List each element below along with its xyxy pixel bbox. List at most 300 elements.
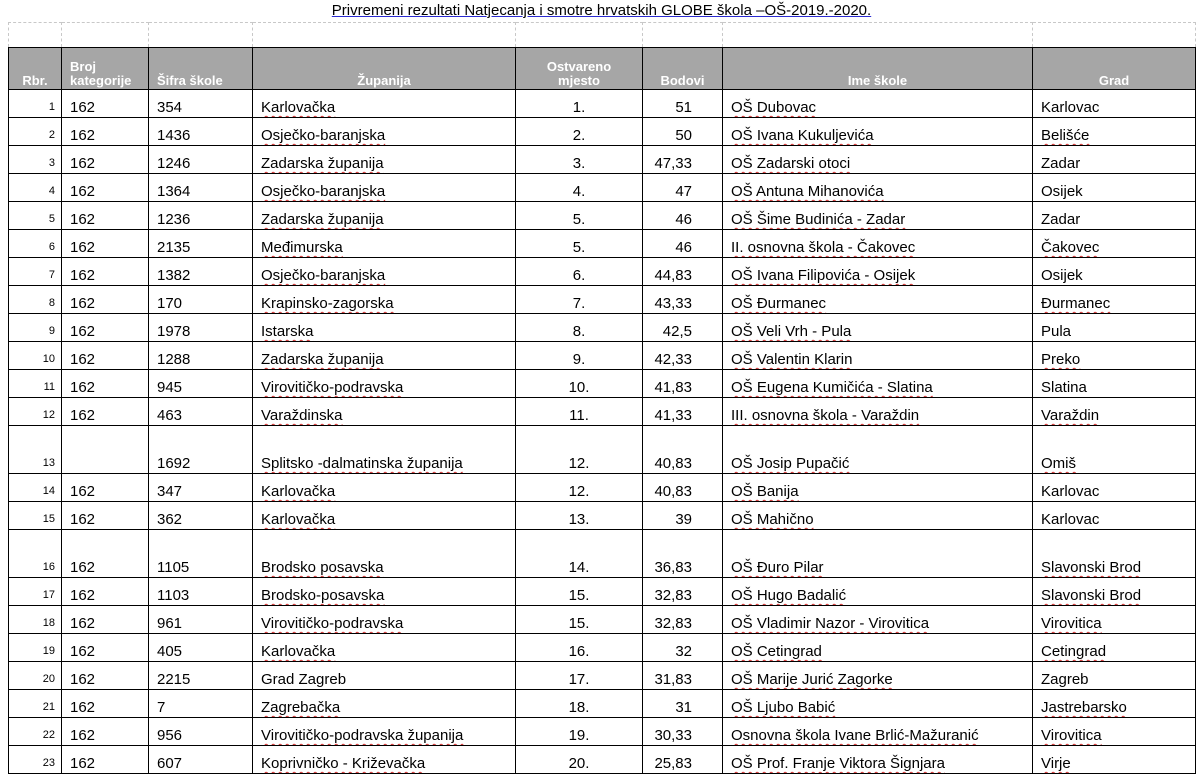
cell-rbr-text: 13	[42, 457, 55, 469]
cell-sifra-skole	[149, 426, 253, 474]
cell-ime-skole-text: OŠ Hugo Badalić	[731, 587, 847, 604]
cell-sifra-skole-text: 1364	[157, 183, 191, 200]
cell-grad	[1033, 146, 1196, 174]
cell-broj-kategorije	[62, 370, 149, 398]
cell-zupanija	[253, 230, 516, 258]
cell-zupanija-text: Koprivničko - Križevačka	[261, 755, 426, 772]
cell-ostvareno-mjesto-text: 4.	[572, 183, 586, 200]
cell-grad	[1033, 690, 1196, 718]
cell-ostvareno-mjesto	[516, 90, 643, 118]
results-body	[9, 90, 1196, 774]
cell-grad-text: Virovitica	[1041, 615, 1102, 632]
cell-grad	[1033, 606, 1196, 634]
cell-sifra-skole	[149, 90, 253, 118]
table-row	[9, 690, 1196, 718]
cell-ime-skole-text: OŠ Ljubo Babić	[731, 699, 836, 716]
cell-rbr-text: 2	[48, 129, 55, 141]
cell-sifra-skole-text: 463	[157, 407, 183, 424]
cell-sifra-skole	[149, 606, 253, 634]
cell-rbr	[9, 606, 62, 634]
cell-ime-skole	[723, 502, 1033, 530]
cell-broj-kategorije	[62, 398, 149, 426]
cell-bodovi-text: 31,83	[654, 671, 692, 688]
cell-ime-skole	[723, 342, 1033, 370]
cell-zupanija	[253, 474, 516, 502]
cell-broj-kategorije	[62, 342, 149, 370]
cell-rbr	[9, 258, 62, 286]
cell-sifra-skole	[149, 718, 253, 746]
cell-zupanija-text: Karlovačka	[261, 643, 336, 660]
cell-ostvareno-mjesto	[516, 474, 643, 502]
cell-ime-skole	[723, 258, 1033, 286]
cell-sifra-skole	[149, 258, 253, 286]
cell-ostvareno-mjesto-text: 12.	[568, 455, 590, 472]
cell-broj-kategorije	[62, 174, 149, 202]
cell-sifra-skole-text: 956	[157, 727, 183, 744]
cell-sifra-skole	[149, 174, 253, 202]
cell-bodovi	[643, 230, 723, 258]
cell-ime-skole-text: OŠ Cetingrad	[731, 643, 822, 660]
cell-bodovi-text: 30,33	[654, 727, 692, 744]
cell-zupanija-text: Brodsko posavska	[261, 559, 384, 576]
cell-grad	[1033, 578, 1196, 606]
cell-bodovi	[643, 530, 723, 578]
cell-ime-skole	[723, 426, 1033, 474]
cell-zupanija-text: Karlovačka	[261, 511, 336, 528]
cell-ostvareno-mjesto-text: 14.	[568, 559, 590, 576]
cell-rbr-text: 16	[42, 561, 55, 573]
cell-broj-kategorije-text: 162	[70, 267, 96, 284]
cell-ostvareno-mjesto	[516, 286, 643, 314]
cell-bodovi-text: 25,83	[654, 755, 692, 772]
cell-sifra-skole	[149, 474, 253, 502]
cell-sifra-skole	[149, 502, 253, 530]
cell-ime-skole	[723, 718, 1033, 746]
cell-grad-text: Zagreb	[1041, 671, 1089, 688]
cell-ostvareno-mjesto-text: 18.	[568, 699, 590, 716]
cell-grad	[1033, 474, 1196, 502]
cell-grad	[1033, 202, 1196, 230]
cell-ime-skole	[723, 90, 1033, 118]
cell-rbr-text: 5	[48, 213, 55, 225]
cell-sifra-skole	[149, 230, 253, 258]
cell-sifra-skole-text: 1236	[157, 211, 191, 228]
cell-zupanija	[253, 314, 516, 342]
cell-rbr-text: 22	[42, 729, 55, 741]
cell-grad-text: Pula	[1041, 323, 1072, 340]
cell-bodovi	[643, 690, 723, 718]
cell-sifra-skole-text: 354	[157, 99, 183, 116]
cell-sifra-skole-text: 362	[157, 511, 183, 528]
cell-ostvareno-mjesto	[516, 230, 643, 258]
cell-zupanija	[253, 174, 516, 202]
cell-ostvareno-mjesto	[516, 342, 643, 370]
cell-grad	[1033, 662, 1196, 690]
cell-ime-skole-text: OŠ Ivana Kukuljevića	[731, 127, 874, 144]
cell-rbr	[9, 746, 62, 774]
cell-bodovi	[643, 90, 723, 118]
cell-ostvareno-mjesto	[516, 398, 643, 426]
cell-zupanija-text: Osječko-baranjska	[261, 127, 386, 144]
cell-broj-kategorije	[62, 502, 149, 530]
cell-ime-skole-text: OŠ Valentin Klarin	[731, 351, 853, 368]
cell-zupanija-text: Krapinsko-zagorska	[261, 295, 394, 312]
table-row	[9, 718, 1196, 746]
cell-ime-skole	[723, 690, 1033, 718]
cell-bodovi-text: 32,83	[654, 615, 692, 632]
cell-broj-kategorije-text: 162	[70, 155, 96, 172]
cell-sifra-skole	[149, 690, 253, 718]
table-row	[9, 474, 1196, 502]
cell-ostvareno-mjesto	[516, 502, 643, 530]
document-title: Privremeni rezultati Natjecanja i smotre hrvatskih GLOBE škola –OŠ-2019.-2020.	[331, 2, 872, 19]
cell-grad	[1033, 746, 1196, 774]
cell-sifra-skole-text: 961	[157, 615, 183, 632]
cell-ostvareno-mjesto-text: 7.	[572, 295, 586, 312]
cell-zupanija-text: Karlovačka	[261, 99, 336, 116]
cell-ime-skole-text: OŠ Marije Jurić Zagorke	[731, 671, 893, 688]
cell-bodovi-text: 46	[675, 211, 692, 228]
cell-ostvareno-mjesto	[516, 370, 643, 398]
cell-zupanija	[253, 690, 516, 718]
cell-ostvareno-mjesto-text: 1.	[572, 99, 586, 116]
cell-zupanija-text: Virovitičko-podravska županija	[261, 727, 464, 744]
cell-grad-text: Belišće	[1041, 127, 1090, 144]
cell-rbr	[9, 342, 62, 370]
cell-sifra-skole	[149, 578, 253, 606]
cell-sifra-skole-text: 1246	[157, 155, 191, 172]
cell-zupanija-text: Osječko-baranjska	[261, 183, 386, 200]
cell-grad	[1033, 530, 1196, 578]
cell-sifra-skole-text: 1692	[157, 455, 191, 472]
cell-rbr-text: 1	[48, 101, 55, 113]
cell-grad	[1033, 370, 1196, 398]
cell-bodovi-text: 39	[675, 511, 692, 528]
cell-ostvareno-mjesto-text: 16.	[568, 643, 590, 660]
cell-grad-text: Čakovec	[1041, 239, 1100, 256]
table-row	[9, 578, 1196, 606]
cell-broj-kategorije-text: 162	[70, 351, 96, 368]
cell-ostvareno-mjesto-text: 17.	[568, 671, 590, 688]
table-row	[9, 118, 1196, 146]
cell-ostvareno-mjesto-text: 8.	[572, 323, 586, 340]
header-grad: Grad	[1033, 48, 1196, 90]
cell-ime-skole	[723, 606, 1033, 634]
cell-broj-kategorije	[62, 662, 149, 690]
cell-ostvareno-mjesto	[516, 202, 643, 230]
cell-broj-kategorije	[62, 202, 149, 230]
cell-sifra-skole	[149, 202, 253, 230]
table-row	[9, 530, 1196, 578]
cell-broj-kategorije-text: 162	[70, 99, 96, 116]
cell-bodovi	[643, 174, 723, 202]
cell-ime-skole-text: OŠ Mahično	[731, 511, 814, 528]
cell-sifra-skole	[149, 530, 253, 578]
cell-broj-kategorije	[62, 718, 149, 746]
cell-zupanija	[253, 502, 516, 530]
cell-bodovi-text: 36,83	[654, 559, 692, 576]
cell-sifra-skole-text: 1103	[157, 587, 190, 604]
cell-broj-kategorije-text: 162	[70, 295, 96, 312]
cell-sifra-skole	[149, 634, 253, 662]
cell-broj-kategorije-text: 162	[70, 727, 96, 744]
cell-grad	[1033, 398, 1196, 426]
cell-rbr-text: 10	[42, 353, 55, 365]
cell-ostvareno-mjesto-text: 9.	[572, 351, 586, 368]
cell-zupanija	[253, 286, 516, 314]
cell-broj-kategorije-text: 162	[70, 483, 96, 500]
cell-rbr	[9, 718, 62, 746]
cell-sifra-skole	[149, 342, 253, 370]
header-broj-kategorije: Broj kategorije	[62, 48, 149, 90]
cell-sifra-skole	[149, 146, 253, 174]
cell-rbr-text: 17	[42, 589, 55, 601]
cell-sifra-skole-text: 1105	[157, 559, 190, 576]
cell-rbr-text: 20	[42, 673, 55, 685]
cell-rbr-text: 18	[42, 617, 55, 629]
table-row	[9, 202, 1196, 230]
cell-bodovi	[643, 606, 723, 634]
cell-broj-kategorije-text: 162	[70, 407, 96, 424]
cell-rbr	[9, 690, 62, 718]
cell-grad	[1033, 314, 1196, 342]
cell-grad-text: Slavonski Brod	[1041, 559, 1142, 576]
cell-rbr-text: 8	[48, 297, 55, 309]
cell-zupanija	[253, 258, 516, 286]
cell-bodovi	[643, 370, 723, 398]
cell-broj-kategorije-text: 162	[70, 239, 96, 256]
cell-rbr-text: 7	[48, 269, 55, 281]
cell-zupanija-text: Zadarska županija	[261, 351, 384, 368]
cell-bodovi-text: 40,83	[654, 455, 692, 472]
cell-broj-kategorije	[62, 606, 149, 634]
cell-rbr	[9, 370, 62, 398]
cell-broj-kategorije	[62, 258, 149, 286]
cell-bodovi-text: 47	[675, 183, 692, 200]
cell-bodovi-text: 42,33	[654, 351, 692, 368]
spacer-row	[9, 23, 1196, 48]
header-zupanija: Županija	[253, 48, 516, 90]
cell-bodovi-text: 32	[675, 643, 692, 660]
cell-bodovi	[643, 258, 723, 286]
cell-ime-skole-text: OŠ Veli Vrh - Pula	[731, 323, 852, 340]
cell-bodovi	[643, 502, 723, 530]
cell-zupanija	[253, 530, 516, 578]
table-row	[9, 634, 1196, 662]
table-row	[9, 314, 1196, 342]
cell-bodovi	[643, 662, 723, 690]
cell-grad-text: Osijek	[1041, 183, 1083, 200]
cell-grad-text: Karlovac	[1041, 483, 1100, 500]
cell-sifra-skole-text: 607	[157, 755, 183, 772]
cell-grad-text: Omiš	[1041, 455, 1076, 472]
cell-grad	[1033, 90, 1196, 118]
cell-grad-text: Karlovac	[1041, 511, 1100, 528]
cell-broj-kategorije	[62, 746, 149, 774]
cell-ostvareno-mjesto-text: 3.	[572, 155, 586, 172]
cell-bodovi-text: 41,33	[654, 407, 692, 424]
table-row	[9, 230, 1196, 258]
cell-rbr	[9, 634, 62, 662]
cell-ostvareno-mjesto-text: 2.	[572, 127, 586, 144]
cell-ostvareno-mjesto	[516, 530, 643, 578]
cell-ostvareno-mjesto	[516, 606, 643, 634]
cell-bodovi	[643, 146, 723, 174]
cell-ostvareno-mjesto-text: 6.	[572, 267, 586, 284]
cell-ime-skole-text: OŠ Zadarski otoci	[731, 155, 851, 172]
cell-ime-skole	[723, 474, 1033, 502]
cell-bodovi-text: 47,33	[654, 155, 692, 172]
cell-bodovi	[643, 474, 723, 502]
cell-sifra-skole-text: 1978	[157, 323, 191, 340]
cell-sifra-skole-text: 1382	[157, 267, 191, 284]
cell-grad	[1033, 118, 1196, 146]
cell-zupanija-text: Virovitičko-podravska	[261, 379, 404, 396]
cell-ime-skole	[723, 398, 1033, 426]
cell-grad-text: Zadar	[1041, 211, 1081, 228]
cell-ime-skole	[723, 662, 1033, 690]
cell-ostvareno-mjesto-text: 10.	[568, 379, 590, 396]
cell-broj-kategorije-text: 162	[70, 643, 96, 660]
cell-ime-skole	[723, 286, 1033, 314]
cell-ostvareno-mjesto-text: 11.	[569, 407, 589, 424]
cell-rbr	[9, 578, 62, 606]
cell-bodovi	[643, 398, 723, 426]
cell-broj-kategorije	[62, 314, 149, 342]
cell-zupanija	[253, 146, 516, 174]
table-row	[9, 286, 1196, 314]
cell-rbr	[9, 426, 62, 474]
cell-ime-skole-text: II. osnovna škola - Čakovec	[731, 239, 916, 256]
cell-ime-skole	[723, 314, 1033, 342]
cell-bodovi-text: 41,83	[654, 379, 692, 396]
cell-rbr	[9, 530, 62, 578]
cell-sifra-skole	[149, 314, 253, 342]
cell-grad-text: Slavonski Brod	[1041, 587, 1142, 604]
cell-rbr	[9, 314, 62, 342]
cell-rbr-text: 11	[43, 381, 55, 393]
cell-sifra-skole-text: 7	[157, 699, 166, 716]
cell-broj-kategorije	[62, 286, 149, 314]
cell-zupanija-text: Zagrebačka	[261, 699, 341, 716]
cell-broj-kategorije-text: 162	[70, 671, 96, 688]
cell-ostvareno-mjesto-text: 13.	[568, 511, 590, 528]
table-row	[9, 90, 1196, 118]
cell-zupanija-text: Splitsko -dalmatinska županija	[261, 455, 463, 472]
cell-ime-skole-text: OŠ Vladimir Nazor - Virovitica	[731, 615, 930, 632]
cell-broj-kategorije-text: 162	[70, 323, 96, 340]
cell-rbr	[9, 90, 62, 118]
cell-ostvareno-mjesto-text: 20.	[568, 755, 590, 772]
cell-ostvareno-mjesto	[516, 662, 643, 690]
cell-grad-text: Virje	[1041, 755, 1071, 772]
header-rbr: Rbr.	[9, 48, 62, 90]
cell-ime-skole	[723, 746, 1033, 774]
cell-broj-kategorije-text: 162	[70, 587, 96, 604]
cell-sifra-skole	[149, 398, 253, 426]
cell-ime-skole	[723, 146, 1033, 174]
cell-rbr	[9, 174, 62, 202]
cell-broj-kategorije-text: 162	[70, 559, 96, 576]
cell-ostvareno-mjesto	[516, 258, 643, 286]
cell-ime-skole-text: OŠ Đurmanec	[731, 295, 827, 312]
cell-grad-text: Đurmanec	[1041, 295, 1111, 312]
cell-ime-skole-text: III. osnovna škola - Varaždin	[731, 407, 920, 424]
cell-ime-skole-text: OŠ Josip Pupačić	[731, 455, 850, 472]
cell-rbr-text: 15	[42, 513, 55, 525]
table-row	[9, 370, 1196, 398]
cell-sifra-skole-text: 405	[157, 643, 183, 660]
cell-rbr-text: 14	[42, 485, 55, 497]
cell-sifra-skole	[149, 118, 253, 146]
cell-zupanija-text: Varaždinska	[261, 407, 343, 424]
cell-grad-text: Osijek	[1041, 267, 1083, 284]
cell-zupanija-text: Međimurska	[261, 239, 343, 256]
cell-zupanija-text: Zadarska županija	[261, 155, 384, 172]
cell-bodovi	[643, 578, 723, 606]
cell-sifra-skole-text: 2135	[157, 239, 191, 256]
cell-bodovi	[643, 746, 723, 774]
cell-broj-kategorije-text: 162	[70, 127, 96, 144]
cell-ime-skole	[723, 370, 1033, 398]
cell-grad	[1033, 718, 1196, 746]
header-bodovi: Bodovi	[643, 48, 723, 90]
cell-bodovi-text: 31	[675, 699, 692, 716]
cell-grad-text: Virovitica	[1041, 727, 1102, 744]
cell-rbr-text: 6	[48, 241, 55, 253]
cell-ostvareno-mjesto	[516, 426, 643, 474]
table-row	[9, 606, 1196, 634]
cell-ime-skole-text: OŠ Banija	[731, 483, 799, 500]
cell-rbr-text: 19	[42, 645, 55, 657]
cell-rbr-text: 4	[48, 185, 55, 197]
cell-broj-kategorije-text: 162	[70, 699, 96, 716]
cell-grad-text: Preko	[1041, 351, 1081, 368]
cell-ime-skole-text: OŠ Dubovac	[731, 99, 817, 116]
cell-grad	[1033, 174, 1196, 202]
cell-grad-text: Cetingrad	[1041, 643, 1107, 660]
cell-rbr	[9, 502, 62, 530]
cell-grad	[1033, 634, 1196, 662]
cell-broj-kategorije	[62, 690, 149, 718]
cell-ime-skole-text: OŠ Prof. Franje Viktora Šignjara	[731, 755, 945, 772]
cell-bodovi	[643, 314, 723, 342]
table-row	[9, 746, 1196, 774]
cell-ostvareno-mjesto	[516, 578, 643, 606]
cell-broj-kategorije	[62, 634, 149, 662]
cell-ostvareno-mjesto-text: 15.	[568, 615, 590, 632]
cell-ime-skole	[723, 118, 1033, 146]
cell-ime-skole	[723, 634, 1033, 662]
cell-broj-kategorije-text: 162	[70, 615, 96, 632]
cell-zupanija	[253, 90, 516, 118]
cell-bodovi-text: 51	[675, 99, 692, 116]
cell-bodovi-text: 40,83	[654, 483, 692, 500]
cell-grad	[1033, 342, 1196, 370]
cell-ime-skole-text: OŠ Đuro Pilar	[731, 559, 824, 576]
cell-broj-kategorije	[62, 90, 149, 118]
cell-rbr	[9, 286, 62, 314]
cell-sifra-skole-text: 1288	[157, 351, 191, 368]
cell-bodovi-text: 43,33	[654, 295, 692, 312]
cell-zupanija-text: Osječko-baranjska	[261, 267, 386, 284]
cell-ostvareno-mjesto-text: 15.	[568, 587, 590, 604]
cell-sifra-skole-text: 170	[157, 295, 183, 312]
cell-zupanija	[253, 578, 516, 606]
cell-zupanija	[253, 202, 516, 230]
cell-zupanija	[253, 634, 516, 662]
cell-ime-skole	[723, 578, 1033, 606]
